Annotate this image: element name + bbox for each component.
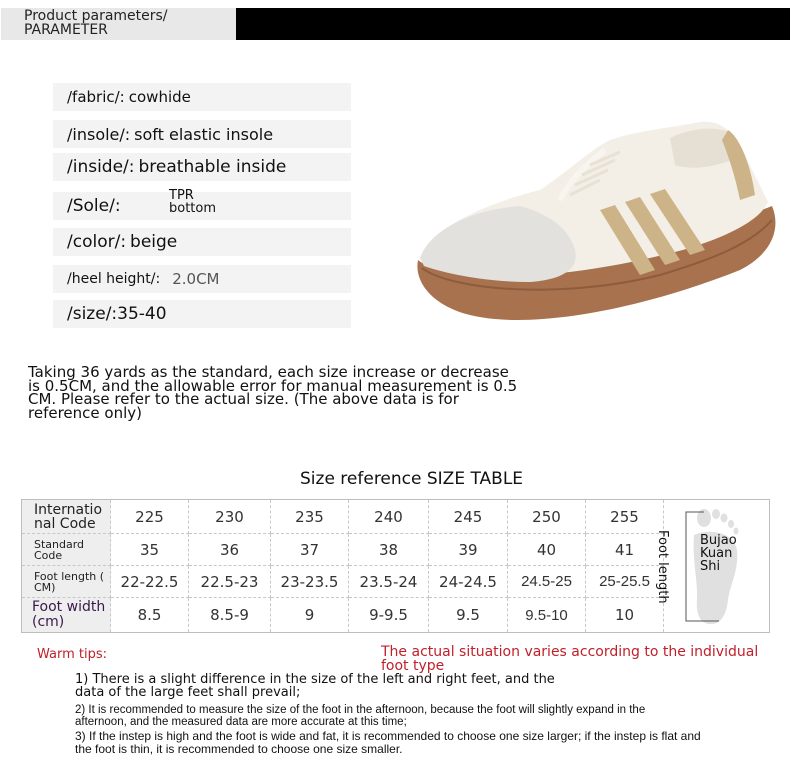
header-title-line1: Product parameters/ [24,8,168,24]
table-cell: 25-25.5 [586,566,664,598]
foot-length-label: Foot length [655,530,670,604]
size-table-title: Size reference SIZE TABLE [300,469,524,489]
table-cell: 235 [271,500,349,534]
param-label: /size/: [67,304,118,324]
warm-tip-2: 2) It is recommended to measure the size of the foot in the afternoon, because the foot will slightly expand in the afternoon, and the measured data are more accurate at this time; [75,704,646,728]
table-cell: 8.5 [111,598,189,632]
table-cell: 240 [349,500,429,534]
param-insole [53,120,351,148]
param-value: cowhide [128,88,191,106]
table-cell: 24.5-25 [508,566,586,598]
table-cell: 23.5-24 [349,566,429,598]
table-cell: 9.5 [429,598,508,632]
size-note: Taking 36 yards as the standard, each size increase or decrease is 0.5CM, and the allowable error for manual measurement is 0.5 CM. Please refer to the actual size. (The above data is for reference only) [28,363,518,422]
warm-tips-side-note: The actual situation varies according to the individual foot type [381,644,759,674]
table-cell: 225 [111,500,189,534]
table-cell: 37 [271,534,349,566]
param-value: beige [130,232,178,252]
param-label: /insole/: [67,124,131,144]
param-value: 2.0CM [172,270,220,288]
param-value: TPR bottom [169,188,217,216]
brand-label: Bujao Kuan Shi [700,533,737,574]
param-label: /heel height/: [67,271,161,287]
table-cell: 10 [586,598,664,632]
param-size [53,300,351,328]
table-cell: 8.5-9 [189,598,271,632]
param-label: /Sole/: [67,196,121,216]
table-cell: 23-23.5 [271,566,349,598]
warm-tip-3: 3) If the instep is high and the foot is wide and fat, it is recommended to choose one size larger; if the instep is flat and the foot is thin, it is recommended to choose one size smaller. [75,729,701,756]
table-cell: 230 [189,500,271,534]
row-header-foot-length: Foot length ( CM) [22,566,111,598]
table-cell: 36 [189,534,271,566]
table-cell: 250 [508,500,586,534]
table-cell: 9 [271,598,349,632]
warm-tips-title: Warm tips: [37,647,108,662]
table-cell: 39 [429,534,508,566]
param-value: breathable inside [138,157,287,177]
param-value: 35-40 [117,304,167,324]
table-cell: 38 [349,534,429,566]
table-cell: 40 [508,534,586,566]
section-header [1,8,236,40]
table-cell: 245 [429,500,508,534]
row-header-foot-width: Foot width (cm) [22,598,111,632]
product-shoe-image [410,110,780,340]
param-sole [53,188,351,220]
table-cell: 41 [586,534,664,566]
table-cell: 24-24.5 [429,566,508,598]
param-fabric [53,83,351,111]
param-color [53,228,351,256]
table-cell: 9-9.5 [349,598,429,632]
table-cell: 255 [586,500,664,534]
param-inside [53,153,351,181]
row-header-international-code: Internatio nal Code [22,500,111,534]
row-header-standard-code: Standard Code [22,534,111,566]
param-label: /color/: [67,232,127,252]
header-black-bar [236,8,790,40]
warm-tip-1: 1) There is a slight difference in the size of the left and right feet, and the data of the large feet shall prevail; [75,672,555,700]
table-cell: 22.5-23 [189,566,271,598]
param-value: soft elastic insole [134,124,274,144]
table-cell: 9.5-10 [508,598,586,632]
param-heel-height [53,265,351,293]
param-label: /fabric/: [67,88,125,106]
header-title-line2: PARAMETER [24,22,108,38]
table-cell: 22-22.5 [111,566,189,598]
table-cell: 35 [111,534,189,566]
param-label: /inside/: [67,157,135,177]
